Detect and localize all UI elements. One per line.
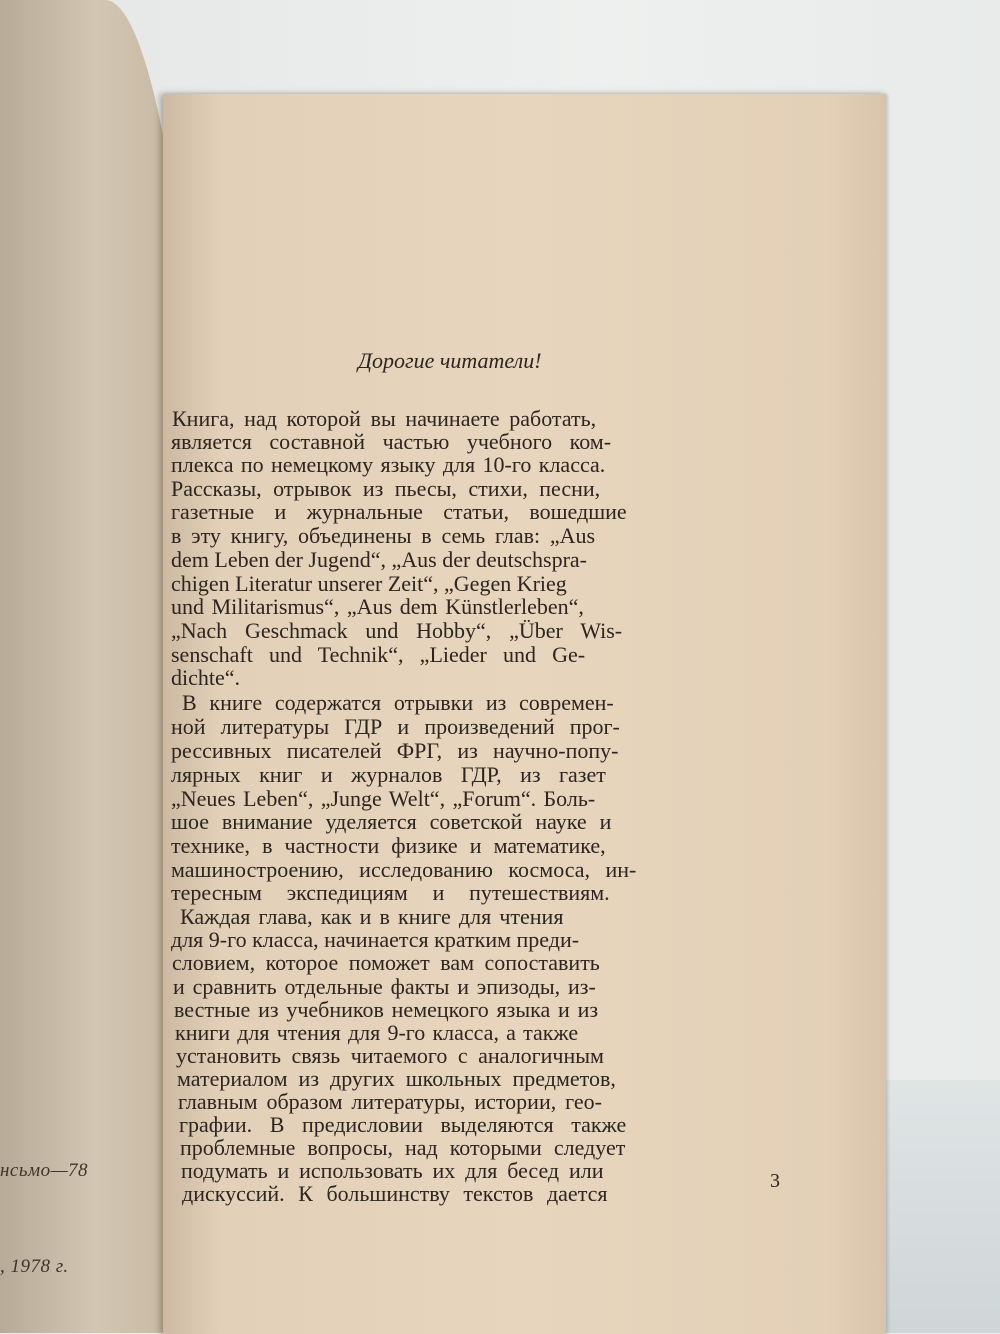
text-line: „Neues Leben“, „Junge Welt“, „Forum“. Боль- — [171, 786, 596, 811]
greeting-heading: Дорогие читатели! — [358, 348, 542, 373]
text-line: газетные и журнальные статьи, вошедшие — [171, 499, 627, 524]
text-line: дискуссий. К большинству текстов дается — [182, 1181, 608, 1206]
text-line: является составной частью учебного ком- — [171, 429, 612, 454]
bleed-through-text — [14, 400, 184, 960]
text-line: книги для чтения для 9-го класса, а также — [175, 1020, 579, 1045]
text-line: словием, которое поможет вам сопоставить — [172, 950, 600, 975]
text-line: В книге содержатся отрывки из современ- — [182, 690, 614, 715]
text-line: und Militarismus“, „Aus dem Künstlerleben“, — [171, 594, 584, 619]
text-line: Книга, над которой вы начинаете работать, — [172, 406, 597, 431]
text-line: тересным экспедициям и путешествиям. — [171, 880, 610, 905]
text-line: для 9-го класса, начинается кратким преди- — [171, 927, 580, 952]
text-line: вестные из учебников немецкого языка и из — [174, 997, 599, 1022]
text-line: графии. В предисловии выделяются также — [179, 1112, 627, 1137]
text-line: dem Leben der Jugend“, „Aus der deutschspra- — [171, 547, 588, 572]
text-line: машиностроению, исследованию космоса, ин- — [171, 857, 637, 882]
text-line: senschaft und Technik“, „Lieder und Ge- — [171, 642, 586, 667]
page-number: 3 — [770, 1170, 780, 1192]
text-line: Каждая глава, как и в книге для чтения — [180, 904, 564, 929]
text-line: подумать и использовать их для бесед или — [181, 1158, 604, 1183]
text-line: лярных книг и журналов ГДР, из газет — [171, 762, 606, 787]
text-line: проблемные вопросы, над которыми следует — [180, 1135, 626, 1160]
text-line: главным образом литературы, истории, гео- — [178, 1089, 603, 1114]
text-line: рессивных писателей ФРГ, из научно-попу- — [171, 738, 619, 763]
text-line: и сравнить отдельные факты и эпизоды, из- — [173, 974, 596, 999]
text-line: установить связь читаемого с аналогичным — [176, 1043, 604, 1068]
text-line: в эту книгу, объединены в семь глав: „Aus — [171, 523, 596, 548]
left-page-footer-line-1: нсьмо—78 — [0, 1160, 89, 1181]
text-line: chigen Literatur unserer Zeit“, „Gegen Krieg — [171, 571, 567, 596]
text-line: плекса по немецкому языку для 10-го класса. — [171, 452, 606, 477]
page-text-block — [171, 348, 793, 1206]
text-line: материалом из других школьных предметов, — [177, 1066, 616, 1091]
text-line: dichte“. — [171, 665, 241, 690]
text-line: шое внимание уделяется советской науке и — [171, 809, 612, 834]
text-line: Рассказы, отрывок из пьесы, стихи, песни, — [171, 476, 601, 501]
text-line: „Nach Geschmack und Hobby“, „Über Wis- — [171, 618, 623, 643]
left-page-footer-line-2: , 1978 г. — [0, 1256, 69, 1277]
text-line: технике, в частности физике и математике, — [171, 833, 606, 858]
text-line: ной литературы ГДР и произведений прог- — [171, 714, 620, 739]
